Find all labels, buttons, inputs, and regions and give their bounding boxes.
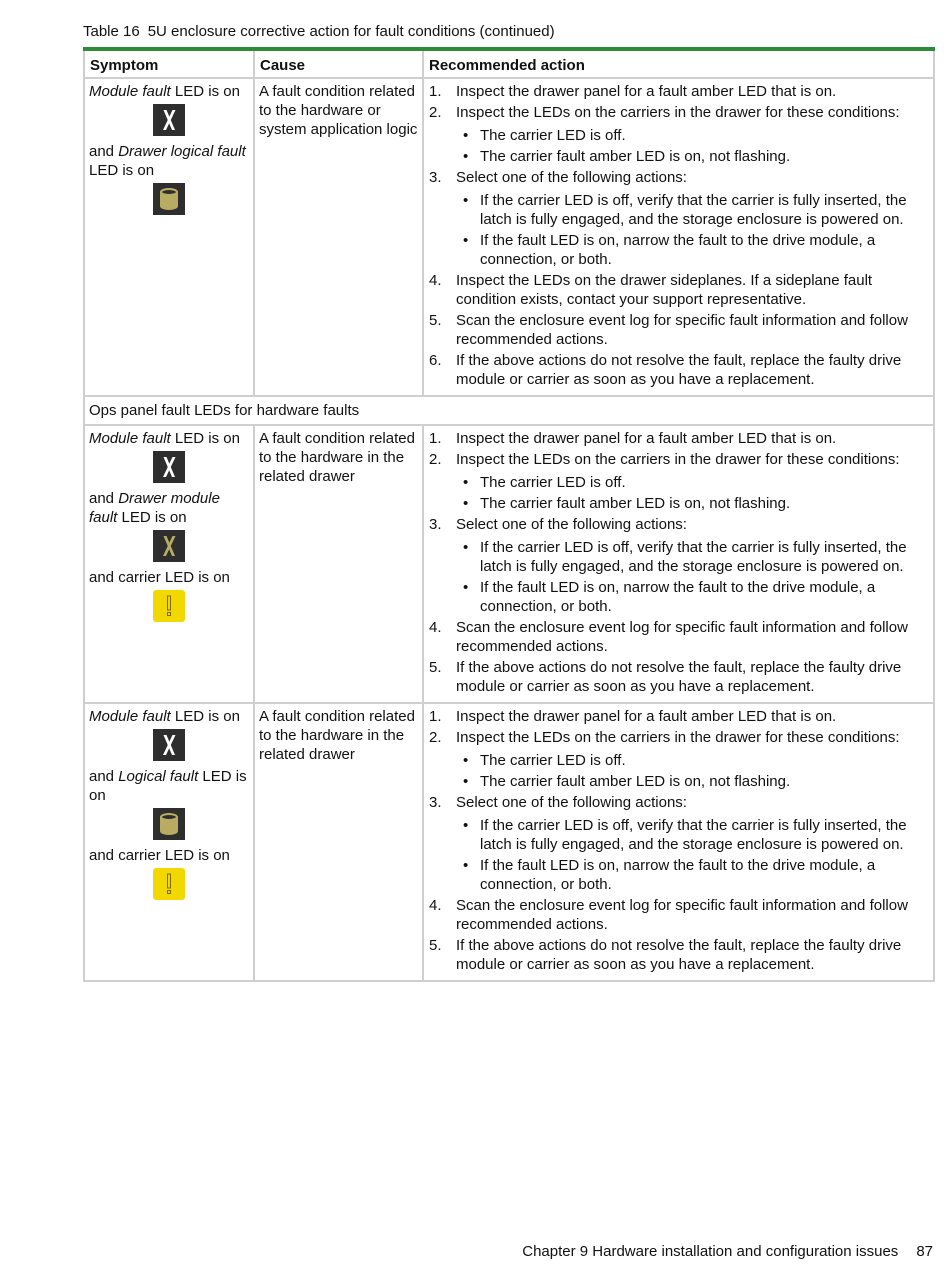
header-symptom: Symptom <box>84 49 254 78</box>
page-number: 87 <box>916 1243 933 1260</box>
action-step: 1. Inspect the drawer panel for a fault amber LED that is on. <box>429 430 837 447</box>
symptom-suffix: LED is on <box>170 83 240 100</box>
symptom-text <box>89 82 249 101</box>
symptom-text <box>89 142 249 180</box>
table-row <box>84 425 934 703</box>
list-item: • The carrier LED is off. <box>456 751 929 770</box>
action-step-text: Select one of the following actions: <box>456 169 687 186</box>
action-step: 3. Select one of the following actions: • If the carrier LED is off, verify that the carrier is fully inserted, the latch is fully engaged, and the storage enclosure is powered on. • If the fault LED is on, narrow the fault to the drive module, a connection, or both. <box>428 515 929 616</box>
table-caption <box>83 23 555 40</box>
list-item: • If the fault LED is on, narrow the fault to the drive module, a connection, or both. <box>456 231 929 269</box>
action-step: 3. Select one of the following actions: • If the carrier LED is off, verify that the carrier is fully inserted, the latch is fully engaged, and the storage enclosure is powered on. • If the fault LED is on, narrow the fault to the drive module, a connection, or both. <box>428 793 929 894</box>
list-item: • If the fault LED is on, narrow the fault to the drive module, a connection, or both. <box>456 856 929 894</box>
chapter-title: Chapter 9 Hardware installation and configuration issues <box>522 1243 899 1260</box>
action-step-text: If the above actions do not resolve the fault, replace the faulty drive module or carrier as soon as you have a replacement. <box>456 659 902 695</box>
action-step: 4. Scan the enclosure event log for specific fault information and follow recommended actions. <box>429 619 908 655</box>
action-step-text: Inspect the LEDs on the drawer sideplanes. If a sideplane fault condition exists, contact your support representative. <box>456 272 873 308</box>
symptom-cell <box>84 703 254 981</box>
symptom-suffix: LED is on <box>170 430 240 447</box>
action-cell <box>423 78 934 396</box>
condition-list <box>456 126 929 166</box>
carrier-warning-icon <box>153 590 185 622</box>
action-step: 6. If the above actions do not resolve the fault, replace the faulty drive module or carrier as soon as you have a replacement. <box>429 352 902 388</box>
action-step: 1. Inspect the drawer panel for a fault amber LED that is on. <box>429 83 837 100</box>
carrier-warning-icon <box>153 868 185 900</box>
drive-cylinder-icon <box>153 808 185 840</box>
symptom-cell <box>84 78 254 396</box>
action-step-text: Select one of the following actions: <box>456 794 687 811</box>
table-title: 5U enclosure corrective action for fault conditions (continued) <box>147 23 555 40</box>
symptom-emphasis: Module fault <box>89 430 171 447</box>
condition-list <box>456 473 929 513</box>
page-footer <box>522 1243 933 1260</box>
module-fault-x-icon <box>153 729 185 761</box>
action-step-text: Inspect the drawer panel for a fault amber LED that is on. <box>456 430 837 447</box>
table-group-row <box>84 396 934 425</box>
action-cell <box>423 703 934 981</box>
action-step: 5. If the above actions do not resolve the fault, replace the faulty drive module or carrier as soon as you have a replacement. <box>429 659 902 695</box>
symptom-suffix: LED is on <box>117 509 187 526</box>
symptom-text: and carrier LED is on <box>89 569 230 586</box>
cause-cell: A fault condition related to the hardware in the related drawer <box>254 703 423 981</box>
fault-conditions-table <box>83 47 935 982</box>
symptom-prefix: and <box>89 490 119 507</box>
list-item: • If the carrier LED is off, verify that the carrier is fully inserted, the latch is fully engaged, and the storage enclosure is powered on. <box>456 191 929 229</box>
cause-cell: A fault condition related to the hardware in the related drawer <box>254 425 423 703</box>
action-step-text: Scan the enclosure event log for specific fault information and follow recommended actions. <box>456 619 908 655</box>
table-row <box>84 78 934 396</box>
symptom-prefix: and <box>89 143 119 160</box>
header-cause: Cause <box>254 49 423 78</box>
symptom-text <box>89 429 249 448</box>
action-step: 5. If the above actions do not resolve the fault, replace the faulty drive module or carrier as soon as you have a replacement. <box>429 937 902 973</box>
symptom-emphasis: Drawer logical fault <box>118 143 246 160</box>
action-step: 4. Inspect the LEDs on the drawer sideplanes. If a sideplane fault condition exists, contact your support representative. <box>429 272 873 308</box>
action-steps <box>428 707 929 974</box>
cause-cell: A fault condition related to the hardware or system application logic <box>254 78 423 396</box>
condition-list <box>456 751 929 791</box>
table-header-row <box>84 49 934 78</box>
option-list <box>456 816 929 894</box>
symptom-text <box>89 489 249 527</box>
action-step-text: Scan the enclosure event log for specific fault information and follow recommended actions. <box>456 312 908 348</box>
symptom-text <box>89 767 249 805</box>
symptom-suffix: LED is on <box>89 768 247 804</box>
action-step-text: Select one of the following actions: <box>456 516 687 533</box>
action-step-text: Inspect the LEDs on the carriers in the drawer for these conditions: <box>456 104 900 121</box>
symptom-cell <box>84 425 254 703</box>
action-step: 2. Inspect the LEDs on the carriers in the drawer for these conditions: • The carrier LED is off. • The carrier fault amber LED is on, not flashing. <box>428 103 929 166</box>
table-number: Table 16 <box>83 23 140 40</box>
symptom-emphasis: Module fault <box>89 708 171 725</box>
symptom-emphasis: Drawer module fault <box>89 490 220 526</box>
module-fault-x-icon <box>153 451 185 483</box>
action-step: 2. Inspect the LEDs on the carriers in the drawer for these conditions: • The carrier LED is off. • The carrier fault amber LED is on, not flashing. <box>428 728 929 791</box>
list-item: • If the carrier LED is off, verify that the carrier is fully inserted, the latch is fully engaged, and the storage enclosure is powered on. <box>456 816 929 854</box>
action-step: 2. Inspect the LEDs on the carriers in the drawer for these conditions: • The carrier LED is off. • The carrier fault amber LED is on, not flashing. <box>428 450 929 513</box>
header-recommended-action: Recommended action <box>423 49 934 78</box>
list-item: • The carrier fault amber LED is on, not flashing. <box>456 494 929 513</box>
action-cell <box>423 425 934 703</box>
action-step-text: If the above actions do not resolve the fault, replace the faulty drive module or carrier as soon as you have a replacement. <box>456 352 902 388</box>
action-step: 3. Select one of the following actions: • If the carrier LED is off, verify that the carrier is fully inserted, the latch is fully engaged, and the storage enclosure is powered on. • If the fault LED is on, narrow the fault to the drive module, a connection, or both. <box>428 168 929 269</box>
table-row <box>84 703 934 981</box>
symptom-emphasis: Logical fault <box>118 768 199 785</box>
action-step: 4. Scan the enclosure event log for specific fault information and follow recommended actions. <box>429 897 908 933</box>
module-fault-x-icon <box>153 104 185 136</box>
list-item: • The carrier LED is off. <box>456 473 929 492</box>
symptom-suffix: LED is on <box>170 708 240 725</box>
action-step: 1. Inspect the drawer panel for a fault amber LED that is on. <box>429 708 837 725</box>
symptom-prefix: and <box>89 768 119 785</box>
action-step-text: Inspect the drawer panel for a fault amber LED that is on. <box>456 708 837 725</box>
option-list <box>456 538 929 616</box>
list-item: • The carrier fault amber LED is on, not flashing. <box>456 147 929 166</box>
symptom-text <box>89 707 249 726</box>
group-label: Ops panel fault LEDs for hardware faults <box>84 396 934 425</box>
list-item: • If the fault LED is on, narrow the fault to the drive module, a connection, or both. <box>456 578 929 616</box>
drawer-module-fault-x-icon <box>153 530 185 562</box>
drive-cylinder-icon <box>153 183 185 215</box>
action-step-text: Scan the enclosure event log for specific fault information and follow recommended actions. <box>456 897 908 933</box>
list-item: • The carrier fault amber LED is on, not flashing. <box>456 772 929 791</box>
action-step: 5. Scan the enclosure event log for specific fault information and follow recommended actions. <box>429 312 908 348</box>
symptom-suffix: LED is on <box>89 162 155 179</box>
action-step-text: Inspect the drawer panel for a fault amber LED that is on. <box>456 83 837 100</box>
list-item: • If the carrier LED is off, verify that the carrier is fully inserted, the latch is fully engaged, and the storage enclosure is powered on. <box>456 538 929 576</box>
action-steps <box>428 429 929 696</box>
option-list <box>456 191 929 269</box>
action-step-text: Inspect the LEDs on the carriers in the drawer for these conditions: <box>456 451 900 468</box>
symptom-emphasis: Module fault <box>89 83 171 100</box>
action-step-text: Inspect the LEDs on the carriers in the drawer for these conditions: <box>456 729 900 746</box>
list-item: • The carrier LED is off. <box>456 126 929 145</box>
symptom-text: and carrier LED is on <box>89 847 230 864</box>
action-steps <box>428 82 929 389</box>
action-step-text: If the above actions do not resolve the fault, replace the faulty drive module or carrier as soon as you have a replacement. <box>456 937 902 973</box>
